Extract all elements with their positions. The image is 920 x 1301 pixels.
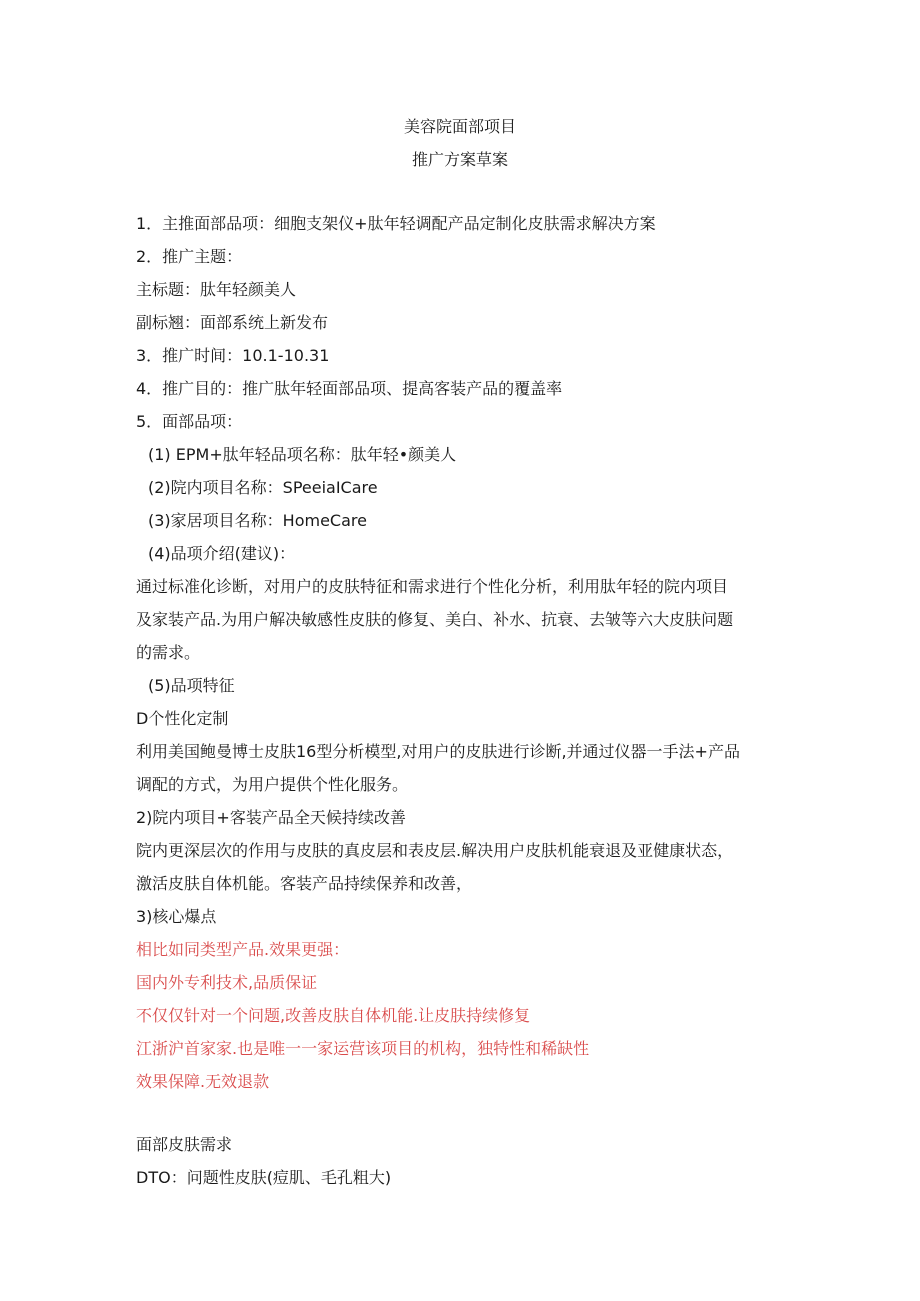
feature-1-heading: D个性化定制 — [136, 709, 229, 728]
highlight-line-5: 效果保障.无效退款 — [136, 1072, 270, 1091]
document-title: 美容院面部项目 — [403, 117, 516, 136]
item-main-product: 1．主推面部品项：细胞支架仪+肽年轻调配产品定制化皮肤需求解决方案 — [136, 214, 656, 233]
feature-1-text-line-1: 利用美国鲍曼博士皮肤16型分析模型,对用户的皮肤进行诊断,并通过仪器一手法+产品 — [136, 742, 740, 761]
feature-2-heading: 2)院内项目+客装产品全天候持续改善 — [136, 808, 406, 827]
sub-item-in-salon-name: (2)院内项目名称：SPeeiaICare — [148, 478, 378, 497]
sub-headline: 副标翘：面部系统上新发布 — [136, 313, 329, 332]
item-promo-time: 3．推广时间：10.1-10.31 — [136, 346, 330, 365]
item-promo-theme: 2．推广主题： — [136, 247, 243, 266]
item-promo-goal: 4．推广目的：推广肽年轻面部品项、提高客装产品的覆盖率 — [136, 379, 563, 398]
highlight-line-4: 江浙沪首家家.也是唯一一家运营该项目的机构，独特性和稀缺性 — [136, 1039, 590, 1058]
item-facial-products: 5．面部品项： — [136, 412, 243, 431]
feature-3-heading: 3)核心爆点 — [136, 907, 217, 926]
sub-item-home-name: (3)家居项目名称：HomeCare — [148, 511, 367, 530]
sub-item-product-name: (1) EPM+肽年轻品项名称：肽年轻•颜美人 — [148, 445, 457, 464]
feature-1-text-line-2: 调配的方式，为用户提供个性化服务。 — [136, 775, 409, 794]
feature-2-text-line-1: 院内更深层次的作用与皮肤的真皮层和表皮层.解决用户皮肤机能衰退及亚健康状态， — [136, 841, 734, 860]
section-heading-skin-needs: 面部皮肤需求 — [136, 1135, 233, 1154]
highlight-line-2: 国内外专利技术,品质保证 — [136, 973, 318, 992]
sub-item-features-heading: (5)品项特征 — [148, 676, 235, 695]
skin-need-dto: DTO：问题性皮肤(痘肌、毛孔粗大) — [136, 1168, 392, 1187]
document-subtitle: 推广方案草案 — [411, 150, 508, 169]
main-headline: 主标题：肽年轻颜美人 — [136, 280, 297, 299]
feature-2-text-line-2: 激活皮肤自体机能。客装产品持续保养和改善， — [136, 874, 473, 893]
sub-item-intro-heading: (4)品项介绍(建议)： — [148, 544, 296, 563]
intro-paragraph-line-1: 通过标准化诊断，对用户的皮肤特征和需求进行个性化分析，利用肽年轻的院内项目 — [136, 577, 729, 596]
intro-paragraph-line-3: 的需求。 — [136, 643, 201, 662]
intro-paragraph-line-2: 及家装产品.为用户解决敏感性皮肤的修复、美白、补水、抗衰、去皱等六大皮肤问题 — [136, 610, 734, 629]
highlight-line-3: 不仅仅针对一个问题,改善皮肤自体机能.让皮肤持续修复 — [136, 1006, 531, 1025]
highlight-line-1: 相比如同类型产品.效果更强： — [136, 940, 350, 959]
